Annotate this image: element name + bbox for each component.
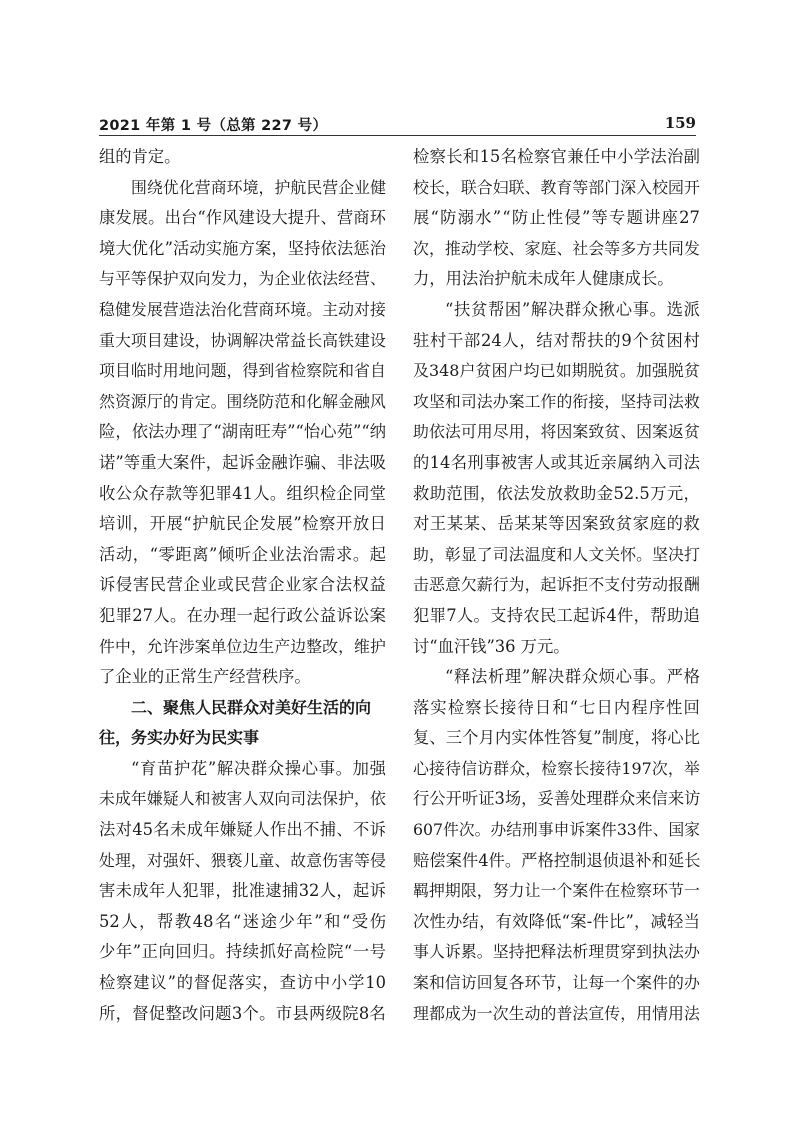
issue-label: 2021 年第 1 号（总第 227 号） bbox=[99, 118, 328, 134]
text-line: 未 成 年 嫌 疑 人 和 被 害 人 双 向 司 法 保 护 ， 依 bbox=[99, 789, 386, 809]
text-line: 害 未 成 年 人 犯 罪 ， 批 准 逮 捕 32 人 ， 起 诉 bbox=[99, 881, 386, 901]
text-line: 所 ， 督 促 整 改 问 题 3 个 。 市 县 两 级 院 8 名 bbox=[99, 1003, 386, 1023]
text-line: 力，用法治护航未成年人健康成长。 bbox=[413, 269, 674, 289]
text-line: 救 助 范 围 ， 依 法 发 放 救 助 金 52.5 万 元 ， bbox=[413, 483, 700, 503]
text-line: 处 理 ， 对 强 奸 、 猥 亵 儿 童 、 故 意 伤 害 等 侵 bbox=[99, 850, 386, 870]
text-line: 案 和 信 访 回 复 各 环 节 ， 让 每 一 个 案 件 的 办 bbox=[413, 973, 700, 993]
text-line: “ 育 苗 护 花 ” 解 决 群 众 操 心 事 。 加 强 bbox=[131, 758, 386, 778]
text-line: 康 发 展 。 出 台 “ 作 风 建 设 大 提 升 、 营 商 环 bbox=[99, 208, 386, 228]
text-line: 重 大 项 目 建 设 ， 协 调 解 决 常 益 长 高 铁 建 设 bbox=[99, 330, 386, 350]
text-line: 犯 罪 7 人 。 支 持 农 民 工 起 诉 4 件 ， 帮 助 追 bbox=[413, 605, 700, 625]
text-line: 诉 侵 害 民 营 企 业 或 民 营 企 业 家 合 法 权 益 bbox=[99, 575, 386, 595]
text-line: 羁 押 期 限 ， 努 力 让 一 个 案 件 在 检 察 环 节 一 bbox=[413, 881, 700, 901]
text-line: 检 察 建 议 ” 的 督 促 落 实 ， 查 访 中 小 学 10 bbox=[99, 973, 386, 993]
text-line: 稳 健 发 展 营 造 法 治 化 营 商 环 境 。 主 动 对 接 bbox=[99, 299, 386, 319]
header-rule bbox=[99, 135, 696, 136]
text-line: 次 性 办 结 ， 有 效 降 低 “ 案 - 件 比 ” ， 减 轻 当 bbox=[413, 911, 700, 931]
left-column bbox=[99, 142, 386, 1029]
text-line: 事 人 诉 累 。 坚 持 把 释 法 析 理 贯 穿 到 执 法 办 bbox=[413, 942, 700, 962]
text-line: 对 王 某 某 、 岳 某 某 等 因 案 致 贫 家 庭 的 救 bbox=[413, 514, 700, 534]
text-line: 项 目 临 时 用 地 问 题 ， 得 到 省 检 察 院 和 省 自 bbox=[99, 361, 386, 381]
text-line: 的 14 名 刑 事 被 害 人 或 其 近 亲 属 纳 入 司 法 bbox=[413, 452, 700, 472]
text-line: 犯 罪 27 人 。 在 办 理 一 起 行 政 公 益 诉 讼 案 bbox=[99, 605, 386, 625]
text-line: 理 都 成 为 一 次 生 动 的 普 法 宣 传 ， 用 情 用 法 bbox=[413, 1003, 700, 1023]
text-line: 展 “ 防 溺 水 ” “ 防 止 性 侵 ” 等 专 题 讲 座 27 bbox=[413, 208, 700, 228]
text-line: 往，务实办好为民实事 bbox=[99, 728, 260, 748]
right-column bbox=[413, 142, 700, 1029]
text-line: 活 动 ， “ 零 距 离 ” 倾 听 企 业 法 治 需 求 。 起 bbox=[99, 544, 386, 564]
text-line: 收 公 众 存 款 等 犯 罪 41 人 。 组 织 检 企 同 堂 bbox=[99, 483, 386, 503]
text-line: 次 ， 推 动 学 校 、 家 庭 、 社 会 等 多 方 共 同 发 bbox=[413, 238, 700, 258]
page-number: 159 bbox=[664, 114, 696, 132]
text-line: 落 实 检 察 长 接 待 日 和 “ 七 日 内 程 序 性 回 bbox=[413, 697, 700, 717]
text-line: 然 资 源 厅 的 肯 定 。 围 绕 防 范 和 化 解 金 融 风 bbox=[99, 391, 386, 411]
text-line: 52 人 ， 帮 教 48 名 “ 迷 途 少 年 ” 和 “ 受 伤 bbox=[99, 911, 386, 931]
text-line: 组的肯定。 bbox=[99, 147, 181, 166]
text-line: “ 释 法 析 理 ” 解 决 群 众 烦 心 事 。 严 格 bbox=[445, 667, 700, 687]
text-line: 击 恶 意 欠 薪 行 为 ， 起 诉 拒 不 支 付 劳 动 报 酬 bbox=[413, 575, 700, 595]
text-line: 助 依 法 可 用 尽 用 ， 将 因 案 致 贫 、 因 案 返 贫 bbox=[413, 422, 700, 442]
text-line: 讨“血汗钱”36 万元。 bbox=[413, 636, 570, 656]
text-line: 培 训 ， 开 展 “ 护 航 民 企 发 展 ” 检 察 开 放 日 bbox=[99, 514, 386, 534]
text-line: 助 ， 彰 显 了 司 法 温 度 和 人 文 关 怀 。 坚 决 打 bbox=[413, 544, 700, 564]
text-line: 诺 ” 等 重 大 案 件 ， 起 诉 金 融 诈 骗 、 非 法 吸 bbox=[99, 452, 386, 472]
text-line: 二、聚焦人民群众对美好生活的向 bbox=[131, 697, 372, 717]
text-line: 件 中 ， 允 许 涉 案 单 位 边 生 产 边 整 改 ， 维 护 bbox=[99, 636, 386, 656]
text-line: 607 件 次 。 办 结 刑 事 申 诉 案 件 33 件 、 国 家 bbox=[413, 820, 700, 840]
text-line: 及 348 户 贫 困 户 均 已 如 期 脱 贫 。 加 强 脱 贫 bbox=[413, 361, 700, 381]
text-line: 法 对 45 名 未 成 年 嫌 疑 人 作 出 不 捕 、 不 诉 bbox=[99, 820, 386, 840]
text-line: 复 、 三 个 月 内 实 体 性 答 复 ” 制 度 ， 将 心 比 bbox=[413, 728, 700, 748]
text-line: 少 年 ” 正 向 回 归 。 持 续 抓 好 高 检 院 “ 一 号 bbox=[99, 942, 386, 962]
text-line: 赔 偿 案 件 4 件 。 严 格 控 制 退 侦 退 补 和 延 长 bbox=[413, 850, 701, 870]
text-line: 心 接 待 信 访 群 众 ， 检 察 长 接 待 197 次 ， 举 bbox=[413, 758, 700, 778]
text-line: 检 察 长 和 15 名 检 察 官 兼 任 中 小 学 法 治 副 bbox=[413, 147, 700, 166]
text-line: 驻 村 干 部 24 人 ， 结 对 帮 扶 的 9 个 贫 困 村 bbox=[413, 330, 700, 350]
text-line: 校 长 ， 联 合 妇 联 、 教 育 等 部 门 深 入 校 园 开 bbox=[413, 177, 700, 197]
text-line: 了企业的正常生产经营秩序。 bbox=[99, 667, 311, 687]
text-line: 境 大 优 化 ” 活 动 实 施 方 案 ， 坚 持 依 法 惩 治 bbox=[99, 238, 386, 258]
text-line: 险 ， 依 法 办 理 了 “ 湖 南 旺 寿 ” “ 怡 心 苑 ” “ 纳 bbox=[99, 422, 386, 442]
text-line: 围 绕 优 化 营 商 环 境 ， 护 航 民 营 企 业 健 bbox=[131, 177, 386, 197]
text-line: 行 公 开 听 证 3 场 ， 妥 善 处 理 群 众 来 信 来 访 bbox=[413, 789, 701, 809]
text-line: 与 平 等 保 护 双 向 发 力 ， 为 企 业 依 法 经 营 、 bbox=[99, 269, 386, 289]
text-line: “ 扶 贫 帮 困 ” 解 决 群 众 揪 心 事 。 选 派 bbox=[445, 299, 700, 319]
text-line: 攻 坚 和 司 法 办 案 工 作 的 衔 接 ， 坚 持 司 法 救 bbox=[413, 391, 700, 411]
